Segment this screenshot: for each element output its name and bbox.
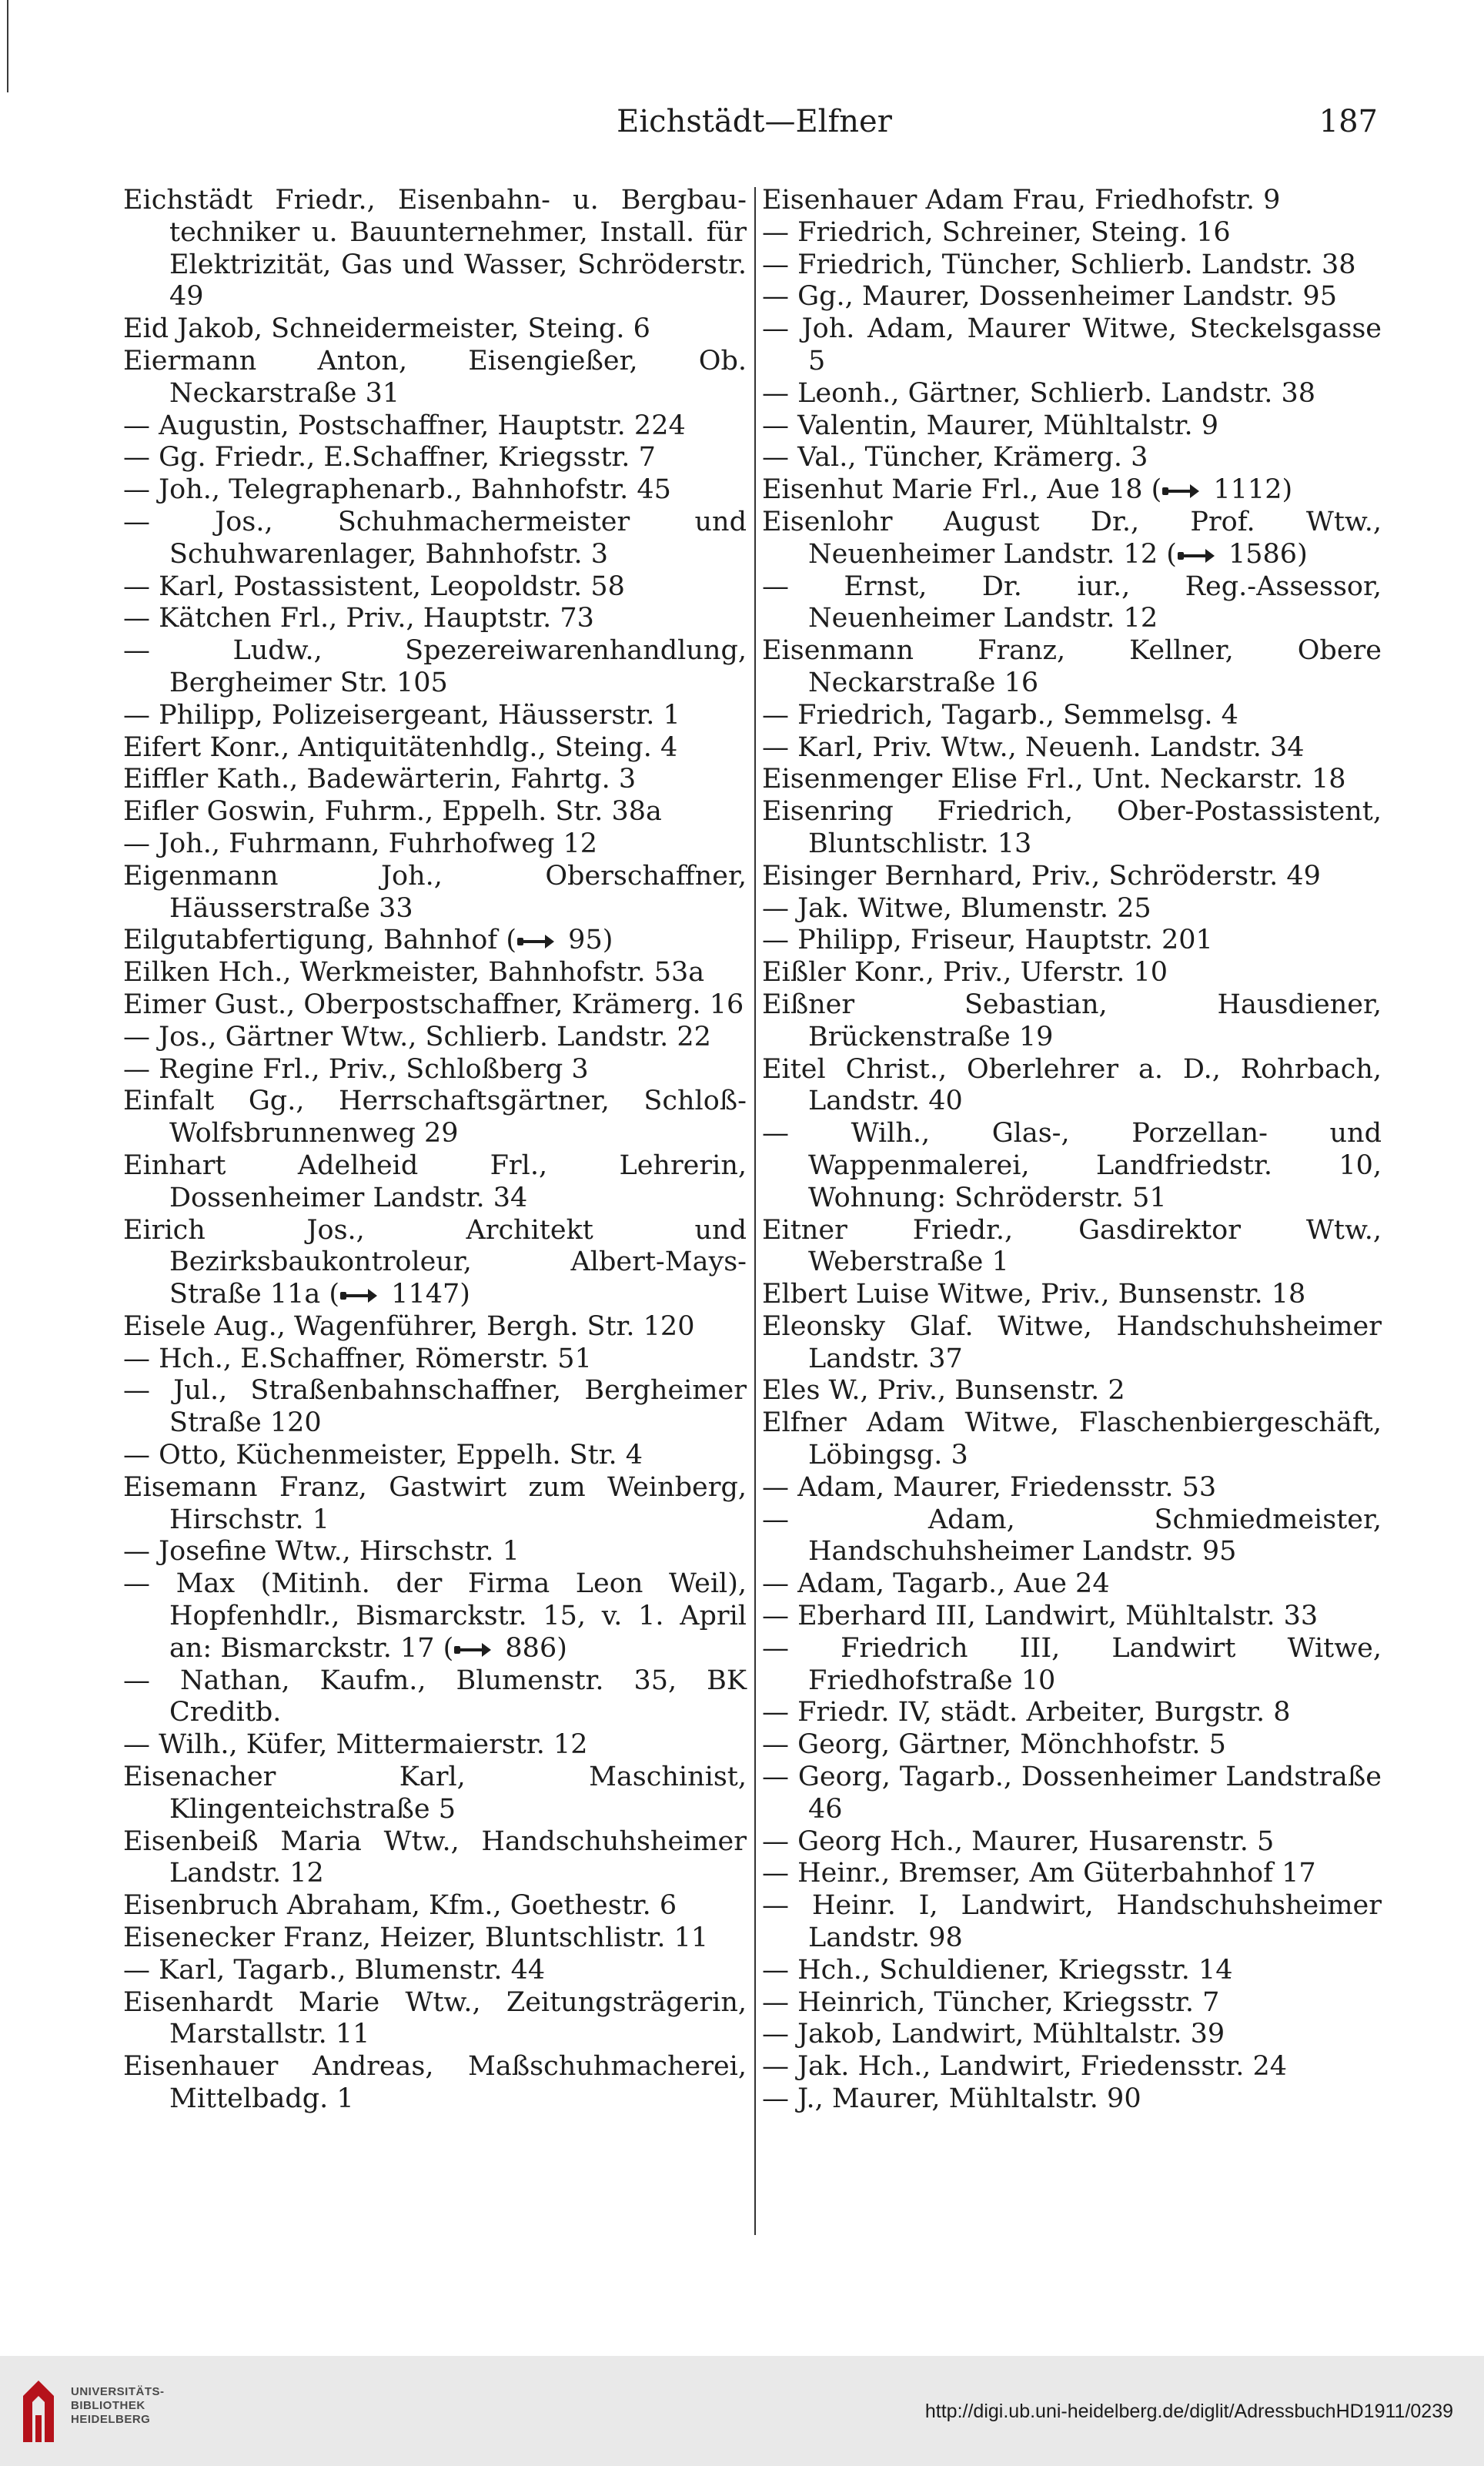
directory-entry: — Otto, Küchenmeister, Eppelh. Str. 4 [123, 1440, 643, 1471]
directory-entry: Eichstädt Friedr., Eisenbahn- u. Bergbau-techniker u. Bauunternehmer, Install. für Elektrizität, Gas und Wasser, Schröderstr. 49 [123, 185, 747, 313]
directory-entry: — Max (Mitinh. der Firma Leon Weil), Hopfenhdlr., Bismarckstr. 15, v. 1. April an: Bismarckstr. 17 ( 886) [123, 1568, 747, 1664]
directory-entry: — Kätchen Frl., Priv., Hauptstr. 73 [123, 603, 594, 634]
directory-entry: Eisenhut Marie Frl., Aue 18 ( 1112) [762, 474, 1293, 506]
directory-entry: Eisenbeiß Maria Wtw., Handschuhsheimer Landstr. 12 [123, 1825, 747, 1889]
directory-entry: — Josefine Wtw., Hirschstr. 1 [123, 1536, 520, 1568]
directory-entry: — Friedrich III, Landwirt Witwe, Friedhofstraße 10 [762, 1632, 1382, 1696]
library-name-line: UNIVERSITÄTS- [71, 2385, 165, 2398]
directory-entry: — Friedrich, Tüncher, Schlierb. Landstr. 38 [762, 249, 1356, 280]
directory-entry: Eilgutabfertigung, Bahnhof ( 95) [123, 925, 613, 956]
directory-entry: — Joh., Telegraphenarb., Bahnhofstr. 45 [123, 474, 671, 506]
directory-entry: Eisenecker Franz, Heizer, Bluntschlistr. 11 [123, 1922, 709, 1954]
directory-entry: Eisenacher Karl, Maschinist, Klingenteichstraße 5 [123, 1762, 747, 1825]
directory-entry: — Joh. Adam, Maurer Witwe, Steckelsgasse 5 [762, 313, 1382, 376]
directory-entry: — Georg, Gärtner, Mönchhofstr. 5 [762, 1729, 1226, 1761]
directory-entry: Eilken Hch., Werkmeister, Bahnhofstr. 53a [123, 957, 705, 989]
directory-entry: — Friedr. IV, städt. Arbeiter, Burgstr. 8 [762, 1697, 1291, 1728]
directory-entry: — Karl, Tagarb., Blumenstr. 44 [123, 1954, 546, 1986]
telephone-icon [1177, 547, 1217, 564]
directory-entry: — Augustin, Postschaffner, Hauptstr. 224 [123, 410, 686, 441]
directory-entry: — Jul., Straßenbahnschaffner, Bergheimer Straße 120 [123, 1375, 747, 1439]
source-url-link[interactable]: http://digi.ub.uni-heidelberg.de/diglit/AdressbuchHD1911/0239 [924, 2401, 1453, 2422]
directory-entry: — Ludw., Spezereiwarenhandlung, Bergheimer Str. 105 [123, 635, 747, 698]
telephone-icon [516, 933, 556, 950]
directory-entry: Eißler Konr., Priv., Uferstr. 10 [762, 957, 1168, 989]
library-name-line: HEIDELBERG [71, 2413, 151, 2426]
directory-entry: Einfalt Gg., Herrschaftsgärtner, Schloß-Wolfsbrunnenweg 29 [123, 1086, 747, 1149]
directory-entry: — Joh., Fuhrmann, Fuhrhofweg 12 [123, 828, 598, 859]
directory-entry: — Val., Tüncher, Krämerg. 3 [762, 442, 1148, 473]
library-name-line: BIBLIOTHEK [71, 2399, 145, 2412]
directory-entry: — Gg., Maurer, Dossenheimer Landstr. 95 [762, 281, 1337, 313]
directory-entry: Eitel Christ., Oberlehrer a. D., Rohrbach, Landstr. 40 [762, 1053, 1382, 1117]
directory-entry: — Jos., Schuhmachermeister und Schuhwarenlager, Bahnhofstr. 3 [123, 506, 747, 570]
directory-entry: — Eberhard III, Landwirt, Mühltalstr. 33 [762, 1601, 1319, 1632]
directory-entry: Eifler Goswin, Fuhrm., Eppelh. Str. 38a [123, 796, 662, 828]
directory-entry: Eifert Konr., Antiquitätenhdlg., Steing. 4 [123, 731, 678, 763]
directory-entry: — Wilh., Glas-, Porzellan- und Wappenmalerei, Landfriedstr. 10, Wohnung: Schröderstr. 51 [762, 1118, 1382, 1213]
directory-entry: — J., Maurer, Mühltalstr. 90 [762, 2083, 1141, 2115]
directory-entry: Eisenhauer Andreas, Maßschuhmacherei, Mittelbadg. 1 [123, 2051, 747, 2115]
directory-entry: — Adam, Tagarb., Aue 24 [762, 1568, 1110, 1600]
directory-entry: Elfner Adam Witwe, Flaschenbiergeschäft, Löbingsg. 3 [762, 1407, 1382, 1471]
directory-entry: — Hch., Schuldiener, Kriegsstr. 14 [762, 1954, 1233, 1986]
directory-entry: — Georg, Tagarb., Dossenheimer Landstraße 46 [762, 1762, 1382, 1825]
directory-entry: — Nathan, Kaufm., Blumenstr. 35, BK Creditb. [123, 1665, 747, 1728]
directory-entry: Eles W., Priv., Bunsenstr. 2 [762, 1375, 1125, 1407]
directory-entry: Eigenmann Joh., Oberschaffner, Häusserstraße 33 [123, 860, 747, 924]
directory-entry: Eirich Jos., Architekt und Bezirksbaukontroleur, Albert-Mays-Straße 11a ( 1147) [123, 1214, 747, 1310]
directory-entry: — Philipp, Polizeisergeant, Häusserstr. 1 [123, 699, 680, 731]
telephone-icon [339, 1287, 379, 1304]
directory-entry: — Adam, Maurer, Friedensstr. 53 [762, 1471, 1217, 1503]
directory-entry: — Wilh., Küfer, Mittermaierstr. 12 [123, 1729, 588, 1761]
directory-entry: Eisenhardt Marie Wtw., Zeitungsträgerin, Marstallstr. 11 [123, 1986, 747, 2050]
directory-entry: — Gg. Friedr., E.Schaffner, Kriegsstr. 7 [123, 442, 656, 473]
directory-entry: Eisenbruch Abraham, Kfm., Goethestr. 6 [123, 1890, 677, 1922]
left-column [123, 185, 747, 2116]
directory-entry: — Heinr., Bremser, Am Güterbahnhof 17 [762, 1858, 1316, 1889]
directory-entry: Eiffler Kath., Badewärterin, Fahrtg. 3 [123, 764, 637, 795]
directory-entry: Eimer Gust., Oberpostschaffner, Krämerg. 16 [123, 989, 744, 1020]
directory-entry: Eisenring Friedrich, Ober-Postassistent, Bluntschlistr. 13 [762, 796, 1382, 859]
directory-entry: Eleonsky Glaf. Witwe, Handschuhsheimer Landstr. 37 [762, 1310, 1382, 1374]
directory-entry: — Leonh., Gärtner, Schlierb. Landstr. 38 [762, 377, 1315, 409]
directory-entry: — Philipp, Friseur, Hauptstr. 201 [762, 925, 1213, 956]
directory-entry: — Friedrich, Tagarb., Semmelsg. 4 [762, 699, 1238, 731]
directory-entry: — Jos., Gärtner Wtw., Schlierb. Landstr. 22 [123, 1021, 711, 1052]
telephone-icon [453, 1641, 493, 1658]
directory-entry: — Hch., E.Schaffner, Römerstr. 51 [123, 1343, 592, 1374]
directory-entry: Eisenmann Franz, Kellner, Obere Neckarstraße 16 [762, 635, 1382, 698]
directory-entry: — Friedrich, Schreiner, Steing. 16 [762, 216, 1231, 248]
directory-entry: — Georg Hch., Maurer, Husarenstr. 5 [762, 1825, 1275, 1857]
directory-entry: — Heinrich, Tüncher, Kriegsstr. 7 [762, 1986, 1220, 2018]
right-column [762, 185, 1382, 2116]
running-head-title: Eichstädt—Elfner [617, 104, 892, 139]
directory-entry: — Regine Frl., Priv., Schloßberg 3 [123, 1053, 589, 1085]
directory-entry: Eisemann Franz, Gastwirt zum Weinberg, Hirschstr. 1 [123, 1471, 747, 1535]
directory-entry: — Jakob, Landwirt, Mühltalstr. 39 [762, 2019, 1225, 2050]
directory-entry: — Adam, Schmiedmeister, Handschuhsheimer Landstr. 95 [762, 1504, 1382, 1568]
directory-entry: Einhart Adelheid Frl., Lehrerin, Dossenheimer Landstr. 34 [123, 1149, 747, 1213]
directory-entry: — Karl, Priv. Wtw., Neuenh. Landstr. 34 [762, 731, 1305, 763]
directory-entry: — Karl, Postassistent, Leopoldstr. 58 [123, 570, 625, 602]
directory-entry: Eisinger Bernhard, Priv., Schröderstr. 49 [762, 860, 1321, 892]
directory-entry: Eid Jakob, Schneidermeister, Steing. 6 [123, 313, 650, 345]
directory-entry: — Ernst, Dr. iur., Reg.-Assessor, Neuenheimer Landstr. 12 [762, 570, 1382, 634]
directory-entry: Eiermann Anton, Eisengießer, Ob. Neckarstraße 31 [123, 345, 747, 409]
directory-entry: — Valentin, Maurer, Mühltalstr. 9 [762, 410, 1219, 441]
directory-entry: Eitner Friedr., Gasdirektor Wtw., Weberstraße 1 [762, 1214, 1382, 1278]
page-edge-mark [0, 0, 8, 92]
directory-entry: Eisenhauer Adam Frau, Friedhofstr. 9 [762, 185, 1281, 216]
directory-entry: — Jak. Witwe, Blumenstr. 25 [762, 892, 1151, 924]
page-number: 187 [1319, 104, 1378, 139]
running-head [0, 99, 1484, 145]
footer-bar [0, 2356, 1484, 2466]
directory-entry: Eisele Aug., Wagenführer, Bergh. Str. 120 [123, 1310, 695, 1342]
library-name [71, 2385, 209, 2427]
telephone-icon [1161, 483, 1202, 500]
directory-entry: Eißner Sebastian, Hausdiener, Brückenstraße 19 [762, 989, 1382, 1052]
library-logo-icon [15, 2373, 62, 2450]
directory-entry: Eisenmenger Elise Frl., Unt. Neckarstr. 18 [762, 764, 1346, 795]
directory-entry: — Heinr. I, Landwirt, Handschuhsheimer Landstr. 98 [762, 1890, 1382, 1954]
directory-entry: Eisenlohr August Dr., Prof. Wtw., Neuenheimer Landstr. 12 ( 1586) [762, 506, 1382, 570]
directory-entry: Elbert Luise Witwe, Priv., Bunsenstr. 18 [762, 1279, 1306, 1310]
column-divider [754, 187, 756, 2235]
directory-entry: — Jak. Hch., Landwirt, Friedensstr. 24 [762, 2051, 1288, 2083]
